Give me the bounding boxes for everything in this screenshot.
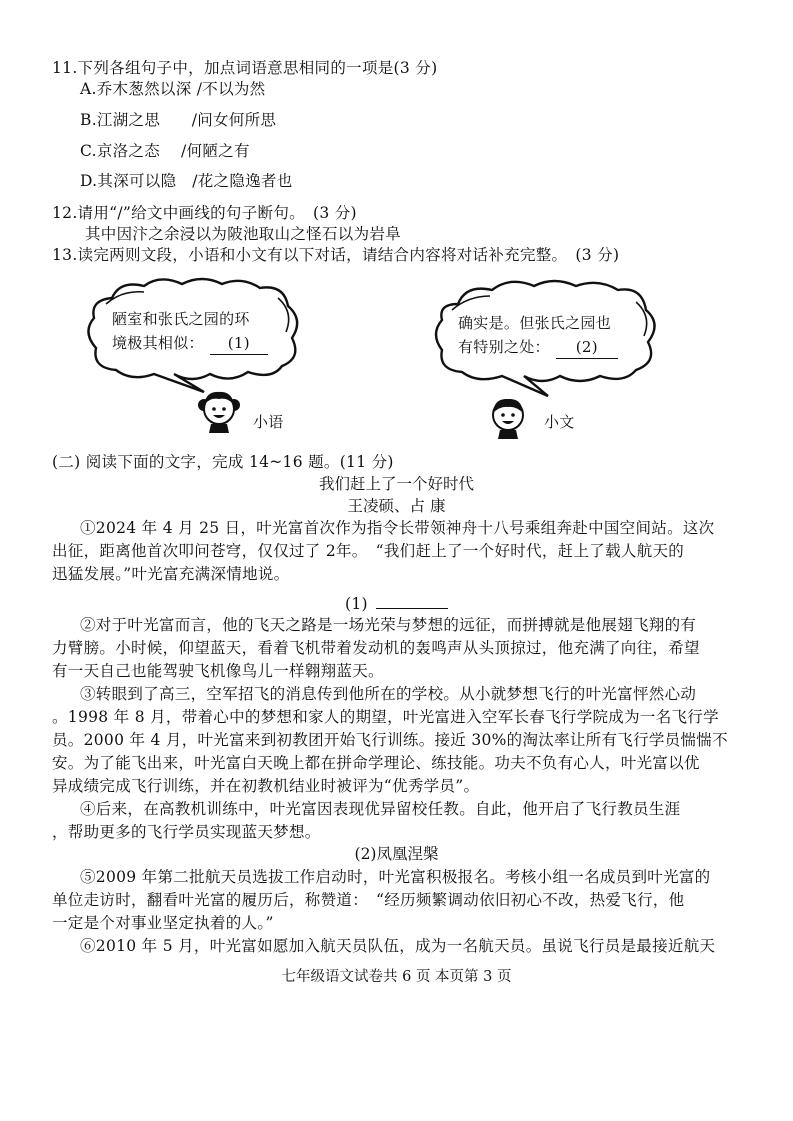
q11-option-a: A.乔木葱然以深 /不以为然 bbox=[80, 80, 266, 98]
p3-line1: ③转眼到了高三，空军招飞的消息传到他所在的学校。从小就梦想飞行的叶光富怦然心动 bbox=[80, 685, 697, 703]
p3-line3: 员。2000 年 4 月，叶光富来到初教团开始飞行训练。接近 30%的淘汰率让所有飞行学员惴惴不 bbox=[52, 731, 728, 749]
q12-sentence: 其中因汴之余浸以为陂池取山之怪石以为岩阜 bbox=[85, 225, 402, 243]
q13-stem: 13.读完两则文段，小语和小文有以下对话，请结合内容将对话补充完整。 (3 分) bbox=[52, 246, 620, 264]
p1-line3: 迅猛发展。”叶光富充满深情地说。 bbox=[52, 565, 290, 583]
girl-avatar-icon bbox=[196, 387, 242, 433]
bubble-left-line2 bbox=[112, 332, 268, 355]
q11-option-d: D.其深可以隐 /花之隐逸者也 bbox=[80, 172, 293, 190]
p5-line2: 单位走访时，翻看叶光富的履历后，称赞道： “经历频繁调动依旧初心不改，热爱飞行，他 bbox=[52, 891, 685, 909]
p4-line2: ，帮助更多的飞行学员实现蓝天梦想。 bbox=[52, 823, 321, 841]
article-title: 我们赶上了一个好时代 bbox=[318, 475, 474, 493]
blank-1: (1) bbox=[210, 332, 268, 355]
p1-line2: 出征，距离他首次叩问苍穹，仅仅过了 2年。 “我们赶上了一个好时代，赶上了载人航天的 bbox=[52, 542, 685, 560]
p4-line1: ④后来，在高教机训练中，叶光富因表现优异留校任教。自此，他开启了飞行教员生涯 bbox=[80, 800, 681, 818]
section2-heading: (二) 阅读下面的文字，完成 14~16 题。(11 分) bbox=[52, 453, 394, 471]
boy-avatar-icon bbox=[488, 395, 528, 439]
blank-2: (2) bbox=[556, 336, 618, 359]
p2-line2: 力臂膀。小时候，仰望蓝天，看着飞机带着发动机的轰鸣声从头顶掠过，他充满了向往，希望 bbox=[52, 639, 700, 657]
name-xiaowen: 小文 bbox=[544, 413, 575, 431]
p5-line1: ⑤2009 年第二批航天员选拔工作启动时，叶光富积极报名。考核小组一名成员到叶光富的 bbox=[80, 868, 711, 886]
article-authors: 王凌硕、占 康 bbox=[347, 497, 446, 515]
q11-option-b: B.江湖之思 /问女何所思 bbox=[80, 111, 277, 129]
p3-line5: 异成绩完成飞行训练，并在初教机结业时被评为“优秀学员”。 bbox=[52, 777, 480, 795]
bubble-right-text: 有特别之处： bbox=[458, 338, 550, 356]
p3-line4: 安。为了能飞出来，叶光富白天晚上都在拼命学理论、练技能。功夫不负有心人，叶光富以优 bbox=[52, 754, 700, 772]
p1-line1: ①2024 年 4 月 25 日，叶光富首次作为指令长带领神舟十八号乘组奔赴中国空间站。这次 bbox=[80, 519, 715, 537]
bubble-left-text: 境极其相似： bbox=[112, 334, 204, 352]
p5-line3: 一定是个对事业坚定执着的人。” bbox=[52, 914, 274, 932]
q11-option-c: C.京洛之态 /何陋之有 bbox=[80, 142, 250, 160]
p6-line1: ⑥2010 年 5 月，叶光富如愿加入航天员队伍，成为一名航天员。虽说飞行员是最接近航天 bbox=[80, 937, 716, 955]
name-xiaoyu: 小语 bbox=[253, 413, 284, 431]
p2-line3: 有一天自己也能驾驶飞机像鸟儿一样翱翔蓝天。 bbox=[52, 662, 384, 680]
p2-line1: ②对于叶光富而言，他的飞天之路是一场光荣与梦想的远征，而拼搏就是他展翅飞翔的有 bbox=[80, 616, 697, 634]
bubble-left-line1: 陋室和张氏之园的环 bbox=[112, 310, 250, 328]
p3-line2: 。1998 年 8 月，带着心中的梦想和家人的期望，叶光富进入空军长春飞行学院成为一名飞行学 bbox=[52, 708, 719, 726]
q11-stem: 11.下列各组句子中，加点词语意思相同的一项是(3 分) bbox=[52, 59, 438, 77]
subheading-2: (2)凤凰涅槃 bbox=[354, 845, 439, 863]
bubble-right-line1: 确实是。但张氏之园也 bbox=[458, 314, 612, 332]
subheading-1-label: (1) bbox=[345, 595, 368, 613]
page-footer: 七年级语文试卷共 6 页 本页第 3 页 bbox=[281, 969, 512, 985]
subheading-1-blank bbox=[376, 592, 448, 609]
q12-stem: 12.请用“/”给文中画线的句子断句。 (3 分) bbox=[52, 204, 357, 222]
bubble-right-line2 bbox=[458, 336, 618, 359]
subheading-1 bbox=[345, 592, 448, 615]
